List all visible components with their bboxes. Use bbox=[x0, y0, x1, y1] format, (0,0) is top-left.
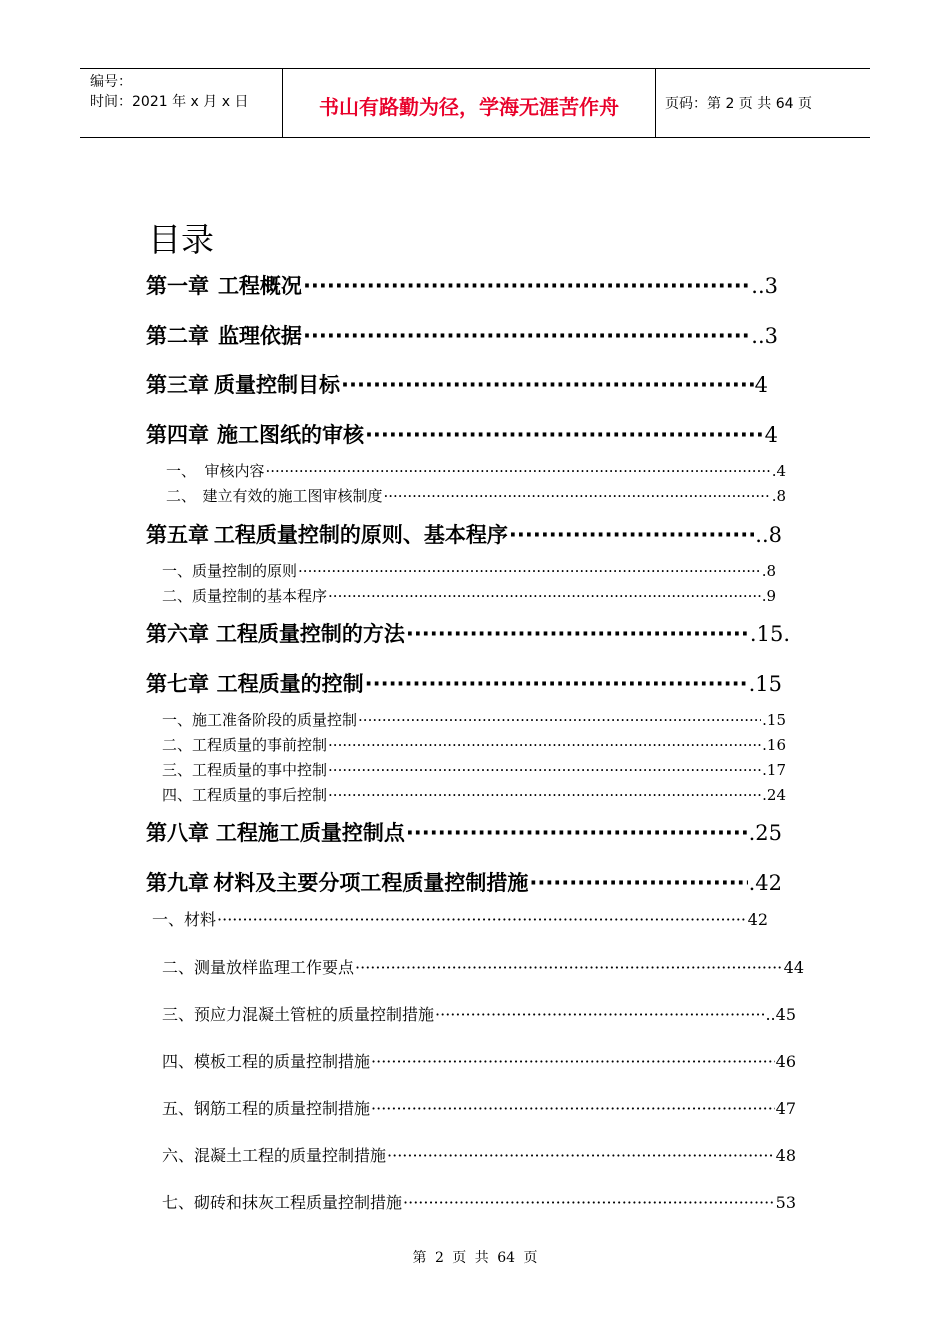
toc-entry-label: 第九章 bbox=[146, 871, 209, 895]
toc-chapter-row[interactable] bbox=[146, 817, 782, 847]
toc-page-number: .8 bbox=[771, 487, 786, 505]
toc-entry-text: 混凝土工程的质量控制措施 bbox=[194, 1146, 387, 1165]
toc-section-row[interactable] bbox=[166, 485, 786, 505]
toc-entry-text: 施工准备阶段的质量控制 bbox=[192, 711, 358, 729]
toc-page-number: 48 bbox=[775, 1146, 796, 1165]
toc-chapter-row[interactable] bbox=[146, 867, 782, 897]
toc-entry-label: 第七章 bbox=[146, 672, 209, 696]
toc-leader-dots bbox=[371, 1099, 775, 1118]
toc-leader-dots bbox=[298, 562, 761, 580]
toc-entry-text: 工程质量的事前控制 bbox=[192, 736, 328, 754]
toc-section-row[interactable] bbox=[162, 585, 776, 605]
toc-section-row[interactable] bbox=[162, 560, 776, 580]
toc-entry-label: 一、 bbox=[152, 910, 185, 929]
toc-leader-dots bbox=[509, 523, 754, 547]
toc-leader-dots bbox=[384, 487, 771, 505]
page-footer: 第 2 页 共 64 页 bbox=[412, 1250, 538, 1266]
toc-leader-dots bbox=[341, 373, 754, 397]
toc-section-row[interactable] bbox=[162, 1096, 796, 1118]
toc-leader-dots bbox=[303, 324, 750, 348]
toc-leader-dots bbox=[365, 423, 764, 447]
toc-page-number: 47 bbox=[775, 1099, 796, 1118]
toc-entry-label: 第一章 bbox=[146, 274, 209, 298]
toc-entry-label: 第二章 bbox=[146, 324, 209, 348]
toc-leader-dots bbox=[371, 1052, 775, 1071]
toc-entry-label: 六、 bbox=[162, 1146, 195, 1165]
toc-chapter-row[interactable] bbox=[146, 668, 782, 698]
toc-leader-dots bbox=[387, 1146, 775, 1165]
toc-page-number: ..3 bbox=[751, 324, 778, 348]
toc-leader-dots bbox=[217, 910, 747, 929]
toc-entry-text: 模板工程的质量控制措施 bbox=[194, 1052, 371, 1071]
toc-leader-dots bbox=[328, 761, 761, 779]
toc-entry-text: 工程质量的控制 bbox=[216, 672, 364, 696]
toc-entry-text: 工程质量的事中控制 bbox=[192, 761, 328, 779]
toc-leader-dots bbox=[265, 462, 770, 480]
toc-page-number: .25 bbox=[748, 821, 782, 845]
toc-entry-text: 质量控制目标 bbox=[214, 373, 341, 397]
toc-page-number: 4 bbox=[754, 373, 768, 397]
toc-leader-dots bbox=[406, 821, 748, 845]
toc-entry-text: 工程施工质量控制点 bbox=[215, 821, 405, 845]
toc-page-number: .16 bbox=[762, 736, 786, 754]
toc-section-row[interactable] bbox=[152, 907, 768, 929]
toc-page-number: .42 bbox=[748, 871, 782, 895]
toc-entry-text: 材料及主要分项工程质量控制措施 bbox=[213, 871, 529, 895]
toc-entry-text: 质量控制的基本程序 bbox=[192, 587, 328, 605]
toc-page-number: .15 bbox=[748, 672, 782, 696]
toc-leader-dots bbox=[328, 786, 761, 804]
toc-entry-text: 质量控制的原则 bbox=[192, 562, 298, 580]
toc-chapter-row[interactable] bbox=[146, 519, 782, 549]
toc-entry-label: 四、 bbox=[162, 786, 193, 804]
toc-section-row[interactable] bbox=[162, 734, 786, 754]
toc-entry-label: 第八章 bbox=[146, 821, 209, 845]
toc-leader-dots bbox=[328, 587, 761, 605]
toc-page-number: 4 bbox=[764, 423, 778, 447]
toc-entry-text: 监理依据 bbox=[217, 324, 302, 348]
toc-entry-label: 第三章 bbox=[146, 373, 209, 397]
toc-entry-text: 工程质量控制的原则、基本程序 bbox=[213, 523, 508, 547]
toc-leader-dots bbox=[365, 672, 748, 696]
toc-section-row[interactable] bbox=[162, 1143, 796, 1165]
toc-entry-text: 审核内容 bbox=[204, 462, 265, 480]
toc-page-number: ..45 bbox=[765, 1005, 796, 1024]
toc-entry-label: 四、 bbox=[162, 1052, 195, 1071]
toc-leader-dots bbox=[529, 871, 747, 895]
toc-entry-label: 三、 bbox=[162, 761, 193, 779]
toc-section-row[interactable] bbox=[162, 955, 804, 977]
toc-page-number: ..8 bbox=[755, 523, 782, 547]
toc-entry-label: 三、 bbox=[162, 1005, 195, 1024]
toc-leader-dots bbox=[435, 1005, 764, 1024]
toc-leader-dots bbox=[406, 622, 749, 646]
toc-chapter-row[interactable] bbox=[146, 270, 778, 300]
toc-entry-text: 测量放样监理工作要点 bbox=[194, 958, 355, 977]
toc-entry-label: 二、 bbox=[162, 958, 195, 977]
toc-leader-dots bbox=[403, 1193, 775, 1212]
toc-section-row[interactable] bbox=[162, 1190, 796, 1212]
toc-entry-text: 砌砖和抹灰工程质量控制措施 bbox=[194, 1193, 403, 1212]
toc-page-number: 53 bbox=[775, 1193, 796, 1212]
toc-entry-label: 二、 bbox=[162, 736, 193, 754]
toc-entry-text: 建立有效的施工图审核制度 bbox=[202, 487, 383, 505]
toc-entry-text: 钢筋工程的质量控制措施 bbox=[194, 1099, 371, 1118]
toc-entry-text: 工程质量控制的方法 bbox=[215, 622, 405, 646]
toc-page-number: 46 bbox=[775, 1052, 796, 1071]
toc-title: 目录 bbox=[148, 220, 214, 259]
toc-chapter-row[interactable] bbox=[146, 369, 768, 399]
toc-entry-text: 施工图纸的审核 bbox=[216, 423, 364, 447]
toc-entry-label: 二、 bbox=[166, 487, 197, 505]
toc-section-row[interactable] bbox=[162, 759, 786, 779]
toc-entry-text: 预应力混凝土管桩的质量控制措施 bbox=[194, 1005, 435, 1024]
toc-page-number: 42 bbox=[747, 910, 768, 929]
toc-page-number: .15 bbox=[762, 711, 786, 729]
toc-entry-text: 工程概况 bbox=[217, 274, 302, 298]
toc-chapter-row[interactable] bbox=[146, 618, 790, 648]
toc-entry-label: 五、 bbox=[162, 1099, 195, 1118]
toc-entry-label: 第六章 bbox=[146, 622, 209, 646]
toc-section-row[interactable] bbox=[162, 709, 786, 729]
toc-entry-label: 第五章 bbox=[146, 523, 209, 547]
toc-page-number: .17 bbox=[762, 761, 786, 779]
toc-page-number: .24 bbox=[762, 786, 786, 804]
document-time-label: 时间：2021 年 x 月 x 日 bbox=[90, 94, 249, 110]
toc-page-number: .4 bbox=[771, 462, 786, 480]
toc-page-number: 44 bbox=[783, 958, 804, 977]
toc-entry-label: 一、 bbox=[162, 562, 193, 580]
toc-section-row[interactable] bbox=[162, 1049, 796, 1071]
toc-leader-dots bbox=[355, 958, 783, 977]
toc-entry-label: 一、 bbox=[166, 462, 197, 480]
toc-page-number: .15. bbox=[749, 622, 790, 646]
toc-leader-dots bbox=[358, 711, 761, 729]
document-code-label: 编号： bbox=[90, 74, 132, 90]
toc-leader-dots bbox=[303, 274, 750, 298]
toc-entry-label: 一、 bbox=[162, 711, 193, 729]
header-motto: 书山有路勤为径，学海无涯苦作舟 bbox=[319, 95, 619, 119]
toc-page-number: .9 bbox=[761, 587, 776, 605]
toc-page-number: ..3 bbox=[751, 274, 778, 298]
toc-section-row[interactable] bbox=[162, 784, 786, 804]
toc-entry-text: 材料 bbox=[184, 910, 217, 929]
toc-entry-label: 二、 bbox=[162, 587, 193, 605]
toc-page-number: .8 bbox=[761, 562, 776, 580]
toc-leader-dots bbox=[328, 736, 761, 754]
toc-section-row[interactable] bbox=[166, 460, 786, 480]
header-page-info: 页码：第 2 页 共 64 页 bbox=[665, 96, 812, 112]
toc-entry-label: 第四章 bbox=[146, 423, 209, 447]
toc-chapter-row[interactable] bbox=[146, 320, 778, 350]
toc-entry-label: 七、 bbox=[162, 1193, 195, 1212]
toc-chapter-row[interactable] bbox=[146, 419, 778, 449]
toc-entry-text: 工程质量的事后控制 bbox=[192, 786, 328, 804]
toc-section-row[interactable] bbox=[162, 1002, 796, 1024]
